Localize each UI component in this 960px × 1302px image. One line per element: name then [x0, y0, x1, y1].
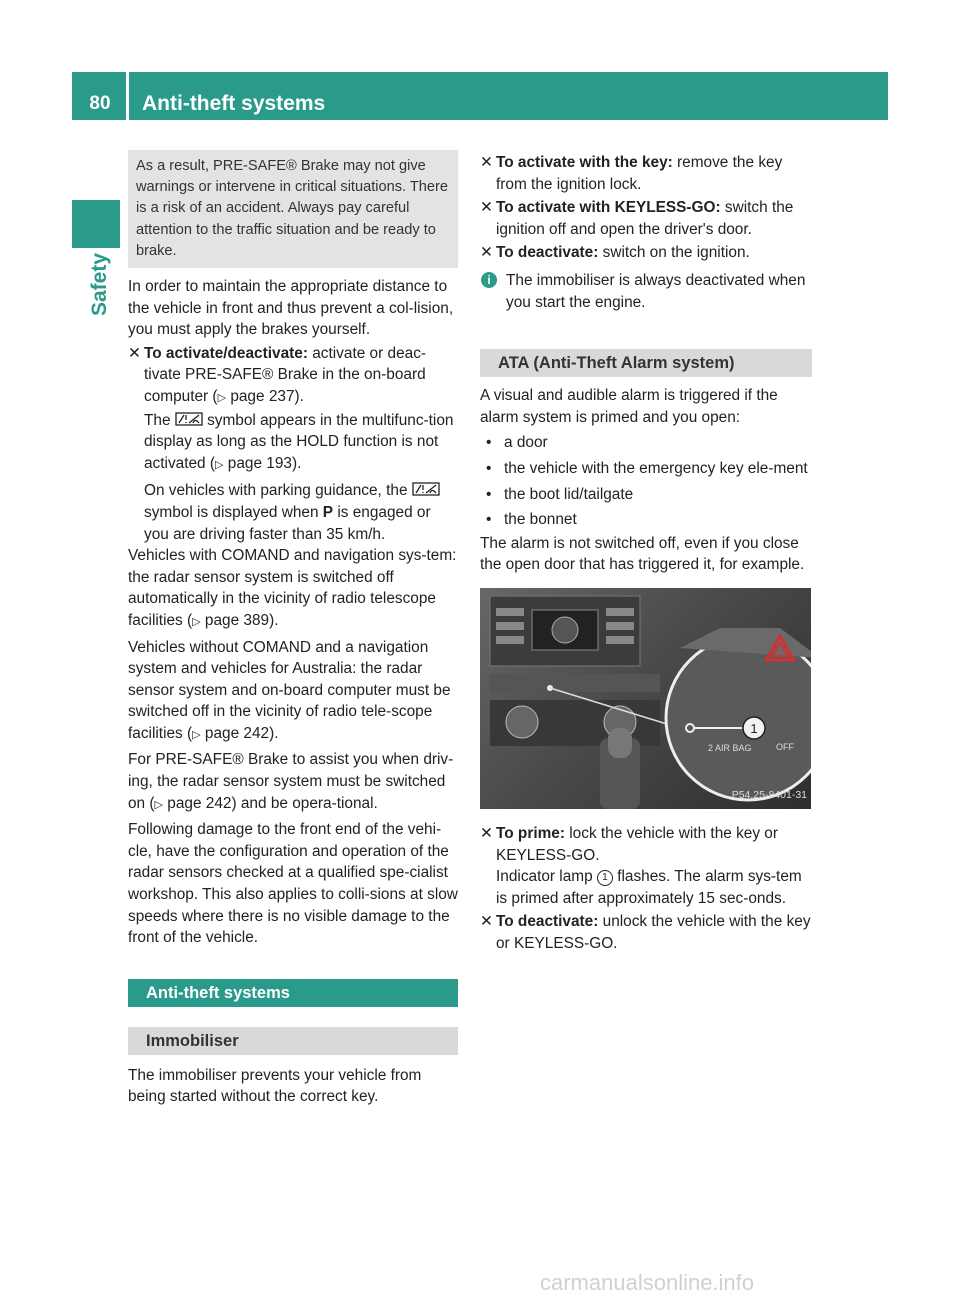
- callout-number: 1: [597, 870, 613, 886]
- text: symbol is displayed when: [144, 503, 319, 521]
- action-label: To deactivate:: [496, 244, 599, 262]
- bullet-icon: •: [486, 511, 492, 529]
- action-text: lock the vehicle with the key or KEYLESS-GO.: [496, 824, 778, 864]
- action-activate: [128, 343, 458, 410]
- center-console-illustration: [480, 588, 811, 809]
- action-text: switch on the ignition.: [602, 244, 750, 262]
- page-reference[interactable]: page 242) and be opera-tional.: [167, 794, 378, 812]
- bullet-list: [480, 432, 812, 530]
- action-deactivate: [480, 242, 812, 264]
- callout-number: 1: [750, 720, 758, 736]
- text: flashes. The alarm sys-tem is primed after approximately 15 sec-onds.: [496, 868, 802, 907]
- text: symbol appears in the multifunc-tion display as long as the HOLD function is not activated (: [144, 411, 454, 472]
- arrow-icon: ✕: [480, 199, 493, 217]
- brake-assist-symbol-icon: [412, 482, 440, 496]
- section-heading-ata: ATA (Anti-Theft Alarm system): [480, 349, 812, 377]
- footer-watermark: carmanualsonline.info: [540, 1270, 755, 1295]
- list-item-text: the vehicle with the emergency key ele-ment: [504, 459, 808, 477]
- gear-p: P: [322, 503, 334, 521]
- action-text: activate or deac-tivate PRE-SAFE® Brake in the on-board computer (: [144, 344, 427, 405]
- page-title: Anti-theft systems: [142, 92, 326, 115]
- text: Vehicles with COMAND and navigation sys-tem: the radar sensor system is switched off automatically in the vicinity of radio telescope facilities (: [128, 547, 457, 629]
- reference-arrow-icon: ▷: [192, 728, 201, 741]
- reference-arrow-icon: ▷: [215, 458, 224, 471]
- indicator-paragraph: [480, 866, 812, 909]
- arrow-icon: ✕: [480, 154, 493, 171]
- action-label: To activate/deactivate:: [144, 344, 308, 362]
- text: is engaged or you are driving faster than 35 km/h.: [144, 503, 431, 543]
- right-column: [480, 152, 812, 954]
- arrow-icon: ✕: [480, 913, 493, 931]
- arrow-icon: ✕: [128, 344, 141, 362]
- action-label: To activate with KEYLESS-GO:: [496, 199, 721, 217]
- page-reference[interactable]: page 242).: [204, 724, 279, 742]
- paragraph: Following damage to the front end of the vehi-cle, have the configuration and operation of the radar sensors checked at a qualified spe-cialist workshop. This also applies to colli-sions at slow speeds where there is no visible damage to the front of the vehicle.: [128, 821, 458, 947]
- page-number: 80: [89, 93, 111, 114]
- action-label: To activate with the key:: [496, 154, 673, 171]
- info-icon: i: [481, 272, 497, 288]
- page-reference[interactable]: page 193).: [227, 454, 302, 472]
- side-tab-label: Safety: [88, 252, 111, 316]
- page-reference[interactable]: page 389).: [204, 611, 279, 629]
- info-note: [480, 270, 812, 313]
- section-heading-anti-theft: Anti-theft systems: [128, 979, 458, 1007]
- side-tab-marker: [72, 200, 120, 248]
- bullet-icon: •: [486, 459, 492, 477]
- reference-arrow-icon: ▷: [192, 615, 201, 628]
- text: On vehicles with parking guidance, the: [144, 482, 408, 500]
- action-label: To prime:: [496, 824, 565, 842]
- section-heading-immobiliser: Immobiliser: [128, 1027, 458, 1055]
- paragraph: The alarm is not switched off, even if you close the open door that has triggered it, for example.: [480, 534, 805, 574]
- text: The: [144, 411, 171, 429]
- action-prime: [480, 823, 812, 866]
- text: For PRE-SAFE® Brake to assist you when driv-ing, the radar sensor system must be switched on (: [128, 751, 454, 812]
- action-deactivate-alarm: [480, 911, 812, 954]
- parking-paragraph: [128, 480, 458, 545]
- bullet-icon: •: [486, 485, 492, 503]
- symbol-paragraph: [128, 410, 458, 477]
- text: Indicator lamp: [496, 868, 593, 886]
- paragraph: [128, 545, 458, 633]
- paragraph: [128, 749, 458, 816]
- list-item-text: the bonnet: [504, 511, 577, 529]
- list-item: [486, 484, 812, 506]
- action-text: unlock the vehicle with the key or KEYLESS-GO.: [496, 913, 811, 952]
- header-divider: [126, 72, 129, 120]
- info-text: The immobiliser is always deactivated when you start the engine.: [506, 271, 806, 311]
- action-text: switch the ignition off and open the driver's door.: [496, 199, 794, 238]
- brake-assist-symbol-icon: [175, 412, 203, 426]
- paragraph: In order to maintain the appropriate distance to the vehicle in front and thus prevent a col-lision, you must apply the brakes yourself.: [128, 278, 454, 339]
- center-console-photo: [480, 588, 811, 809]
- bullet-icon: •: [486, 434, 492, 452]
- airbag-label: 2 AIR BAG: [708, 742, 752, 753]
- reference-arrow-icon: ▷: [217, 391, 227, 404]
- paragraph: The immobiliser prevents your vehicle from being started without the correct key.: [128, 1066, 422, 1106]
- arrow-icon: ✕: [480, 824, 493, 842]
- warning-box: As a result, PRE-SAFE® Brake may not give warnings or intervene in critical situations. There is a risk of an accident. Always pay careful attention to the traffic situation and be ready to brake.: [128, 150, 458, 268]
- text: Vehicles without COMAND and a navigation system and vehicles for Australia: the radar sensor system and on-board computer must be switched off in the vicinity of radio tele-scope facilities (: [128, 638, 451, 742]
- photo-caption: P54.25-8401-31: [731, 789, 807, 802]
- reference-arrow-icon: ▷: [154, 798, 163, 811]
- arrow-icon: ✕: [480, 244, 493, 262]
- list-item: [486, 432, 812, 454]
- off-label: OFF: [776, 741, 794, 752]
- action-activate-keyless: [480, 197, 812, 240]
- paragraph: A visual and audible alarm is triggered if the alarm system is primed and you open:: [480, 387, 778, 426]
- action-label: To deactivate:: [496, 913, 599, 931]
- list-item-text: the boot lid/tailgate: [504, 485, 634, 503]
- left-column: [128, 150, 458, 1108]
- list-item: [486, 509, 812, 531]
- paragraph: [128, 637, 458, 747]
- list-item: [486, 458, 812, 480]
- action-activate-key: [480, 152, 812, 195]
- page-reference[interactable]: page 237).: [230, 387, 304, 405]
- action-text: remove the key from the ignition lock.: [496, 154, 783, 193]
- list-item-text: a door: [504, 434, 548, 452]
